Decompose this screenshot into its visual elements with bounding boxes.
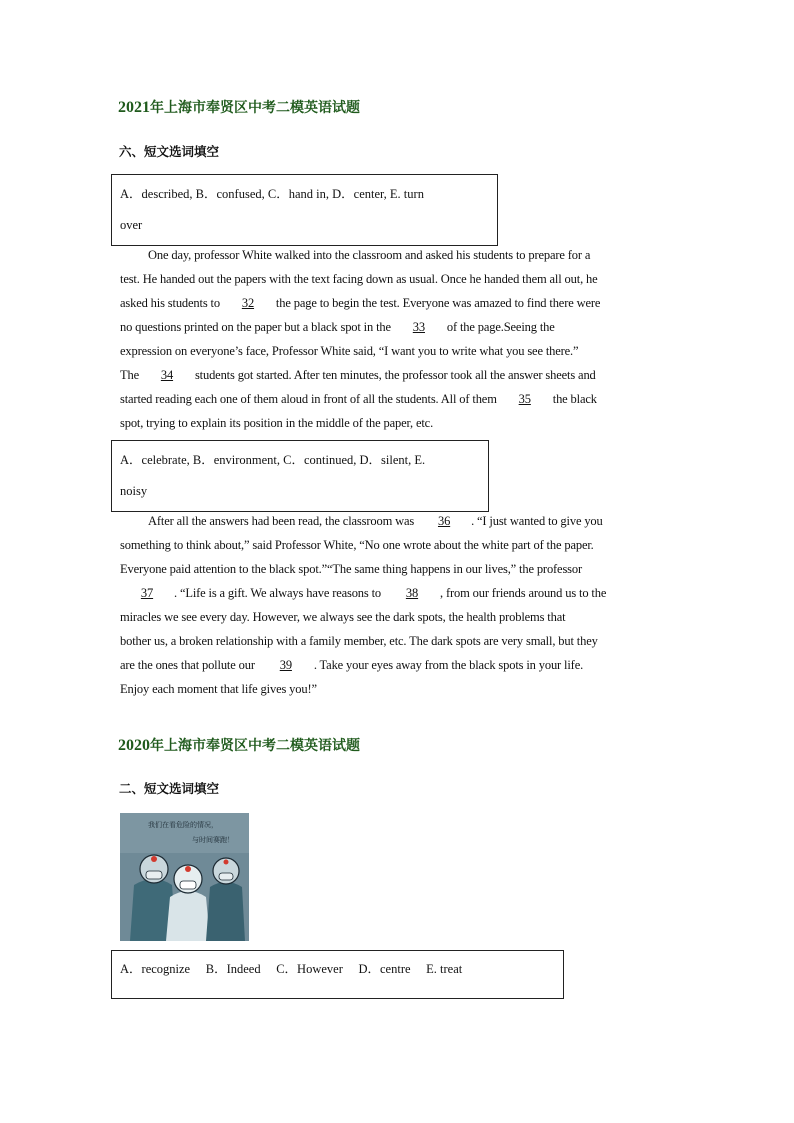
word-box-2020 [111,950,564,999]
heading-title: 年上海市奉贤区中考二模英语试题 [150,100,360,116]
text-run: the black [549,392,597,406]
word-box-1 [111,174,498,246]
text-run: The [120,368,142,382]
passage-line [120,653,583,677]
text-run: the page to begin the test. Everyone was amazed to find there were [272,296,601,310]
text-run: . Take your eyes away from the black spots in your life. [313,658,584,672]
passage-line [120,581,606,605]
passage-line [120,291,600,315]
text-run: After all the answers had been read, the classroom was [148,514,418,528]
heading-2020 [118,735,360,755]
passage-line: test. He handed out the papers with the text facing down as usual. Once he handed them all out, he [120,272,598,286]
section-title: 二、短文选词填空 [119,781,220,796]
passage-line: One day, professor White walked into the classroom and asked his students to prepare for a [148,248,591,262]
blank-34[interactable]: 34 [160,368,174,382]
heading-title: 年上海市奉贤区中考二模英语试题 [150,738,360,754]
word-box-2 [111,440,489,512]
passage-line: expression on everyone’s face, Professor White said, “I want you to write what you see there.” [120,344,579,358]
text-run: students got started. After ten minutes, the professor took all the answer sheets and [191,368,596,382]
blank-38[interactable]: 38 [405,586,419,600]
word-box-line: over [120,218,143,232]
blank-36[interactable]: 36 [437,514,451,528]
passage-line [120,363,596,387]
heading-year: 2020 [118,737,150,754]
passage-line [120,387,597,411]
heading-year: 2021 [118,99,150,116]
passage-line: Enjoy each moment that life gives you!” [120,682,317,696]
text-run: no questions printed on the paper but a black spot in the [120,320,394,334]
passage-line [148,509,603,533]
illustration-svg [120,813,249,941]
text-run: are the ones that pollute our [120,658,258,672]
blank-33[interactable]: 33 [412,320,425,334]
blank-32[interactable]: 32 [241,296,255,310]
passage-line: something to think about,” said Professor White, “No one wrote about the white part of the paper. [120,538,594,552]
text-run: . “I just wanted to give you [471,514,603,528]
passage-line: Everyone paid attention to the black spot.”“The same thing happens in our lives,” the professor [120,562,583,576]
text-run: started reading each one of them aloud in front of all the students. All of them [120,392,500,406]
illustration-caption-1: 我们在看危险的情况， [148,821,218,829]
blank-39[interactable]: 39 [279,658,292,672]
section-title: 六、短文选词填空 [119,144,220,159]
text-run: , from our friends around us to the [440,586,607,600]
heading-2021 [118,97,360,117]
passage-line [120,315,555,339]
passage-line: bother us, a broken relationship with a family member, etc. The dark spots are very small, but they [120,634,598,648]
word-box-line: A．described, B．confused, C．hand in, D．center, E. turn [120,187,424,201]
blank-35[interactable]: 35 [518,392,531,406]
word-box-line: noisy [120,484,148,498]
text-run: . “Life is a gift. We always have reasons to [174,586,384,600]
text-run: asked his students to [120,296,223,310]
text-run: of the page.Seeing the [443,320,555,334]
word-box-line: A．celebrate, B．environment, C．continued, D．silent, E. [120,453,426,467]
medical-workers-illustration [120,813,249,941]
blank-37[interactable]: 37 [140,586,154,600]
word-box-line: A．recognize B．Indeed C．However D．centre E. treat [120,962,463,976]
passage-line: miracles we see every day. However, we always see the dark spots, the health problems that [120,610,566,624]
passage-line: spot, trying to explain its position in the middle of the paper, etc. [120,416,434,430]
illustration-caption-2: 与时间赛跑！ [192,836,234,844]
